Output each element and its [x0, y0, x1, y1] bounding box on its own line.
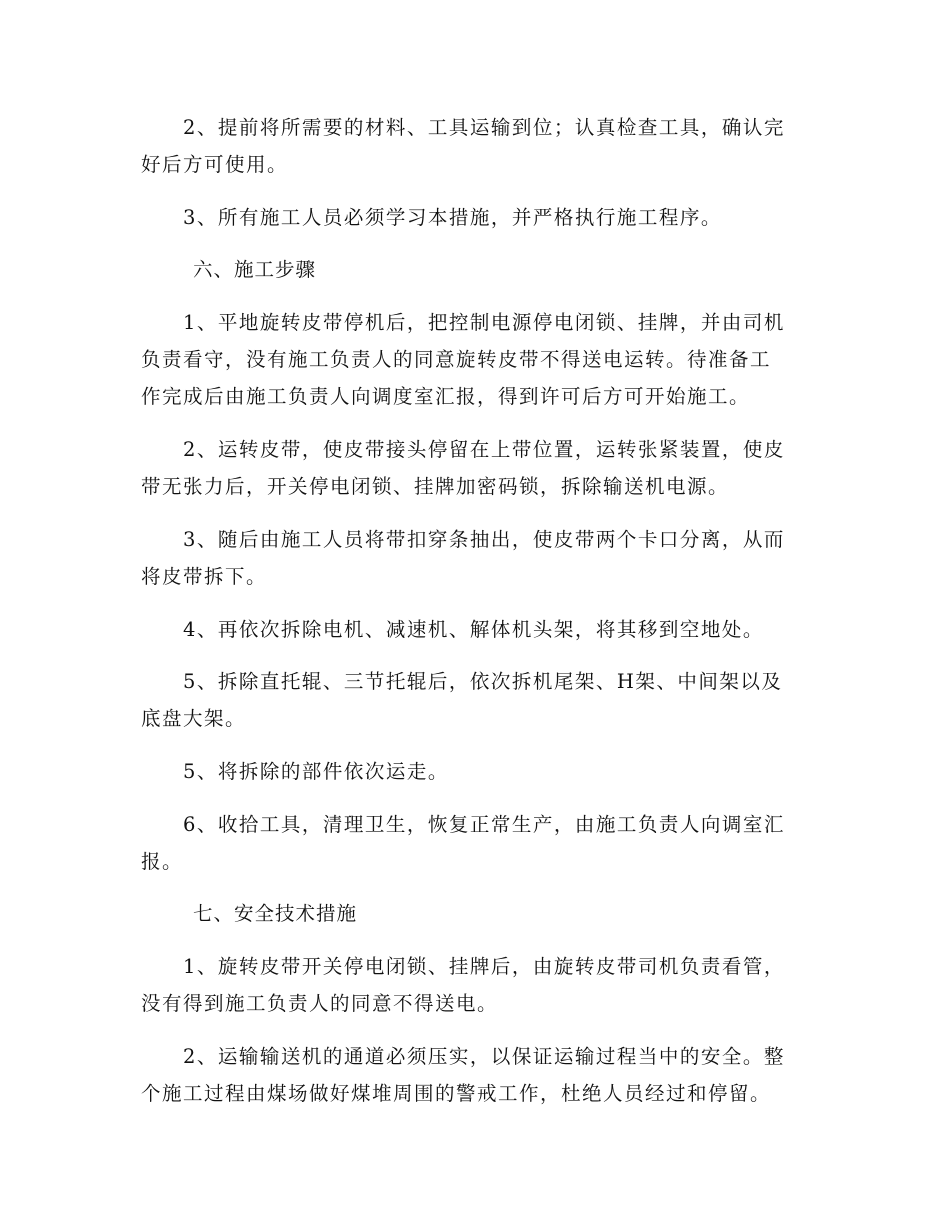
- safety-2-line-1: 2、运输输送机的通道必须压实，以保证运输过程当中的安全。整: [183, 1045, 785, 1068]
- step-1-line-2: 负责看守，没有施工负责人的同意旋转皮带不得送电运转。待准备工: [141, 348, 772, 371]
- step-1-line-3: 作完成后由施工负责人向调度室汇报，得到许可后方可开始施工。: [141, 385, 751, 408]
- step-5b: 5、将拆除的部件依次运走。: [183, 760, 449, 783]
- paragraph-3: 3、所有施工人员必须学习本措施，并严格执行施工程序。: [183, 206, 722, 229]
- section-heading-seven: 七、安全技术措施: [193, 902, 358, 925]
- step-6-line-1: 6、收拾工具，清理卫生，恢复正常生产，由施工负责人向调室汇: [183, 813, 785, 836]
- step-2-line-2: 带无张力后，开关停电闭锁、挂牌加密码锁，拆除输送机电源。: [141, 475, 730, 498]
- step-4: 4、再依次拆除电机、减速机、解体机头架，将其移到空地处。: [183, 618, 764, 641]
- step-6-line-2: 报。: [141, 850, 184, 873]
- step-5-line-2: 底盘大架。: [141, 707, 247, 730]
- step-1-line-1: 1、平地旋转皮带停机后，把控制电源停电闭锁、挂牌，并由司机: [183, 311, 785, 334]
- step-2-line-1: 2、运转皮带，使皮带接头停留在上带位置，运转张紧装置，使皮: [183, 438, 785, 461]
- step-3-line-1: 3、随后由施工人员将带扣穿条抽出，使皮带两个卡口分离，从而: [183, 528, 785, 551]
- safety-1-line-2: 没有得到施工负责人的同意不得送电。: [141, 992, 499, 1015]
- safety-2-line-2: 个施工过程由煤场做好煤堆周围的警戒工作，杜绝人员经过和停留。: [141, 1082, 772, 1105]
- step-3-line-2: 将皮带拆下。: [141, 565, 268, 588]
- section-heading-six: 六、施工步骤: [193, 258, 317, 281]
- paragraph-2-line-1: 2、提前将所需要的材料、工具运输到位；认真检查工具，确认完: [183, 116, 785, 139]
- paragraph-2-line-2: 好后方可使用。: [141, 153, 289, 176]
- safety-1-line-1: 1、旋转皮带开关停电闭锁、挂牌后，由旋转皮带司机负责看管，: [183, 955, 785, 978]
- step-5-line-1: 5、拆除直托辊、三节托辊后，依次拆机尾架、H架、中间架以及: [183, 670, 783, 693]
